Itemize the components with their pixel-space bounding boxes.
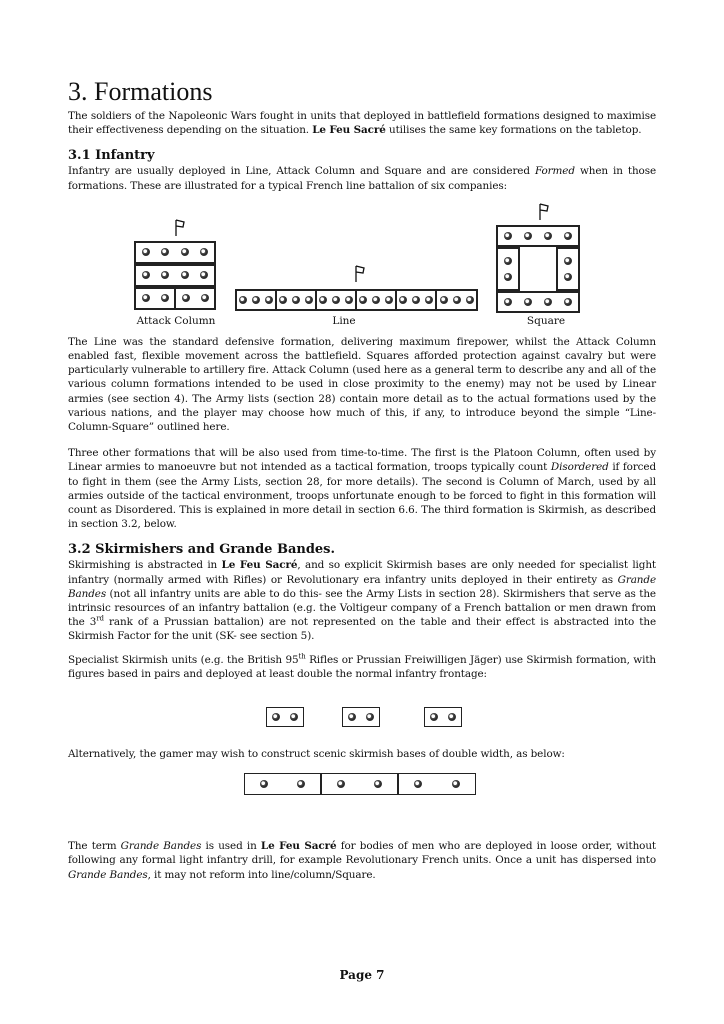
skirmish-paragraph-2: Specialist Skirmish units (e.g. the British 95th Rifles or Prussian Freiwilligen Jäger) use Skirmish formation, with figures based in pairs and deployed at least double the normal infantry frontage: — [68, 652, 656, 680]
company-stand — [497, 248, 519, 290]
skirmish-heading: 3.2 Skirmishers and Grande Bandes. — [68, 542, 336, 558]
attack-column-flag-icon — [174, 219, 186, 237]
page-content — [68, 78, 656, 882]
scenic-bases-diagram — [68, 773, 656, 797]
company-stand — [356, 290, 396, 310]
section-intro: The soldiers of the Napoleonic Wars fought in units that deployed in battlefield formations designed to maximise their effectiveness depending on the situation. Le Feu Sacré utilises the same key formations on the tabletop. — [68, 110, 656, 137]
company-stand — [497, 292, 579, 312]
attack-column-label: Attack Column — [136, 314, 216, 327]
skirmish-pairs-diagram — [68, 707, 656, 733]
infantry-line-paragraph: The Line was the standard defensive formation, delivering maximum firepower, whilst the Attack Column enabled fast, flexible movement across the battlefield. Squares afforded protection against cavalry but were particularly vulnerable to artillery fire. Attack Column (used here as a general term to describe any and all of the various column formations intended to be used in close proximity to the enemy) may not be used by Linear armies (see section 4). The Army lists (section 28) contain more detail as to the actual formations used by the various nations, and the player may choose how much of this, if any, to introduce beyond the simple “Line-Column-Square” outlined here. — [68, 335, 656, 434]
skirmish-paragraph-1: Skirmishing is abstracted in Le Feu Sacré, and so explicit Skirmish bases are only needed for specialist light infantry (normally armed with Rifles) or Revolutionary era infantry units deployed in their entirety as Grande Bandes (not all infantry units are able to do this- see the Army Lists in section 28). Skirmishers that serve as the intrinsic resources of an infantry battalion (e.g. the Voltigeur company of a French battalion or men drawn from the 3rd rank of a Prussian battalion) are not represented on the table and their effect is abstracted into the Skirmish Factor for the unit (SK- see section 5). — [68, 559, 656, 643]
skirmish-paragraph-3: Alternatively, the gamer may wish to construct scenic skirmish bases of double width, as below: — [68, 748, 565, 761]
company-stand — [316, 290, 356, 310]
company-stand — [436, 290, 477, 310]
scenic-skirmish-base — [321, 773, 398, 795]
company-stand — [497, 226, 579, 246]
company-stand — [276, 290, 316, 310]
company-stand — [135, 288, 175, 309]
infantry-heading: 3.1 Infantry — [68, 148, 155, 164]
grande-bandes-paragraph: The term Grande Bandes is used in Le Feu Sacré for bodies of men who are deployed in loose order, without following any formal light infantry drill, for example Revolutionary French units. Once a unit has dispersed into Grande Bandes, it may not reform into line/column/Square. — [68, 840, 656, 881]
company-stand — [175, 288, 215, 309]
company-stand — [557, 248, 579, 290]
skirmish-pair-base — [424, 707, 462, 727]
skirmish-pair-base — [266, 707, 304, 727]
company-stand — [236, 290, 276, 310]
skirmish-pair-base — [342, 707, 380, 727]
attack-column-unit — [134, 241, 216, 311]
section-title: 3. Formations — [68, 77, 213, 106]
infantry-intro: Infantry are usually deployed in Line, Attack Column and Square and are considered Formed when in those formations. These are illustrated for a typical French line battalion of six companies: — [68, 165, 656, 192]
formation-diagram — [68, 195, 656, 335]
line-label: Line — [332, 314, 356, 327]
infantry-other-formations-paragraph: Three other formations that will be also used from time-to-time. The first is the Platoon Column, often used by Linear armies to manoeuvre but not intended as a tactical formation, troops typically count Disordered if forced to fight in them (see the Army Lists, section 28, for more details). The second is Column of March, used by all armies outside of the tactical environment, troops unfortunate enough to be forced to fight in this formation will count as Disordered. This is explained in more detail in section 6.6. The third formation is Skirmish, as described in section 3.2, below. — [68, 447, 657, 531]
company-stand — [135, 242, 215, 263]
scenic-skirmish-base — [244, 773, 321, 795]
line-unit — [235, 289, 478, 311]
square-unit — [496, 225, 580, 313]
company-stand — [135, 265, 215, 286]
square-label: Square — [526, 314, 566, 327]
page-number: Page 7 — [339, 968, 385, 982]
line-flag-icon — [354, 265, 366, 283]
square-flag-icon — [538, 203, 550, 221]
company-stand — [396, 290, 436, 310]
scenic-skirmish-base — [398, 773, 476, 795]
